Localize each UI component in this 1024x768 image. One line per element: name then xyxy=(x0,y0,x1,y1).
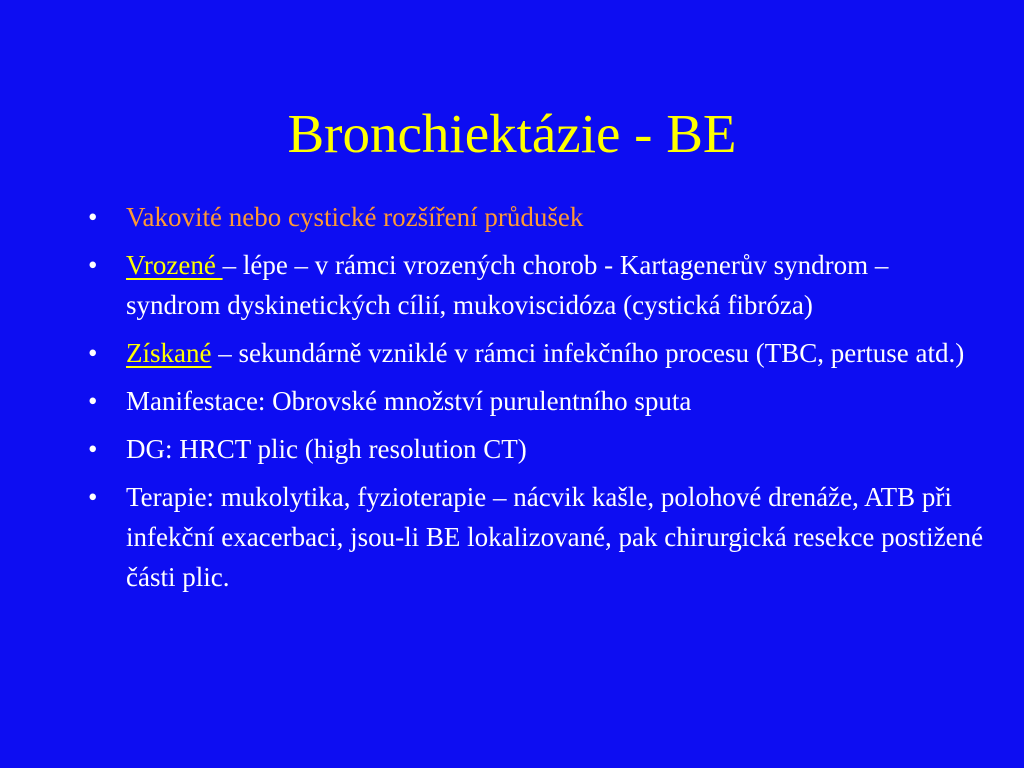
bullet-text: Vakovité nebo cystické rozšíření průdušek xyxy=(126,202,584,232)
bullet-item xyxy=(84,245,984,325)
bullet-item xyxy=(84,197,984,237)
bullet-text: Terapie: mukolytika, fyzioterapie – nácvik kašle, polohové drenáže, ATB při infekční exacerbaci, jsou-li BE lokalizované, pak chirurgická resekce postižené části plic. xyxy=(126,482,984,592)
bullet-item xyxy=(84,333,984,373)
slide-title: Bronchiektázie - BE xyxy=(287,103,737,164)
bullet-item xyxy=(84,477,984,597)
bullet-text: – lépe – v rámci vrozených chorob - Kartagenerův syndrom – syndrom dyskinetických cílií, mukoviscidóza (cystická fibróza) xyxy=(126,250,889,320)
bullet-marker: • xyxy=(88,250,98,280)
bullet-list xyxy=(84,197,984,605)
bullet-item xyxy=(84,429,984,469)
bullet-marker: • xyxy=(88,386,98,416)
bullet-marker: • xyxy=(88,482,98,512)
bullet-marker: • xyxy=(88,202,98,232)
bullet-marker: • xyxy=(88,338,98,368)
bullet-text: – sekundárně vzniklé v rámci infekčního procesu (TBC, pertuse atd.) xyxy=(211,338,965,368)
bullet-item xyxy=(84,381,984,421)
vrozene-link[interactable]: Vrozené xyxy=(126,250,223,280)
bullet-text: DG: HRCT plic (high resolution CT) xyxy=(126,434,527,464)
ziskane-link[interactable]: Získané xyxy=(126,338,212,368)
bullet-marker: • xyxy=(88,434,98,464)
bullet-text: Manifestace: Obrovské množství purulentního sputa xyxy=(126,386,692,416)
